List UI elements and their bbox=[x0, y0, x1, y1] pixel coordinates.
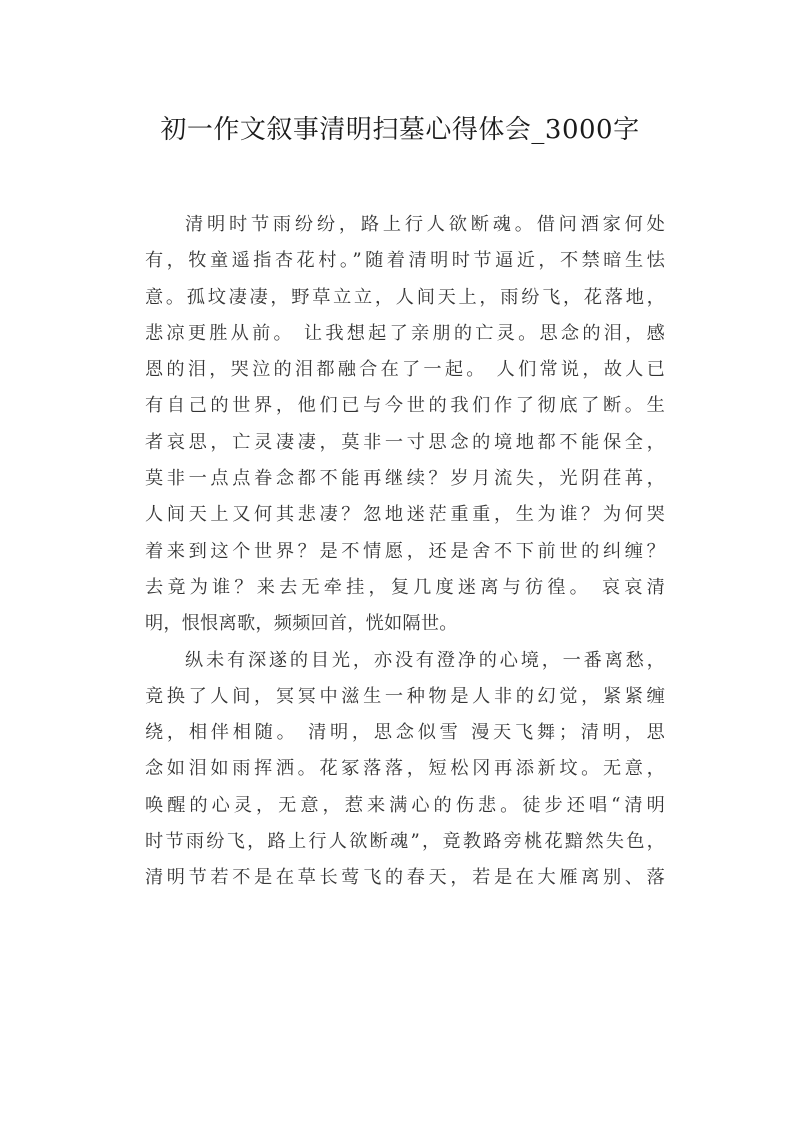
text-line: 唤醒的心灵，无意，惹来满心的伤悲。徒步还唱“清明 bbox=[145, 794, 665, 816]
text-line: 清明时节雨纷纷，路上行人欲断魂。借问酒家何处 bbox=[185, 214, 665, 235]
text-line: 意。孤坟凄凄，野草立立，人间天上，雨纷飞，花落地， bbox=[145, 286, 665, 308]
text-line: 念如泪如雨挥洒。花冢落落，短松冈再添新坟。无意， bbox=[145, 758, 665, 780]
text-line: 竟换了人间，冥冥中滋生一种物是人非的幻觉，紧紧缠 bbox=[145, 685, 665, 707]
text-line: 人间天上又何其悲凄？忽地迷茫重重，生为谁？为何哭 bbox=[145, 504, 665, 526]
text-line: 着来到这个世界？是不情愿，还是舍不下前世的纠缠？ bbox=[145, 540, 665, 562]
document-title: 初一作文叙事清明扫墓心得体会_3000字 bbox=[160, 115, 640, 145]
text-line: 悲凉更胜从前。 让我想起了亲朋的亡灵。思念的泪，感 bbox=[145, 322, 665, 344]
text-line: 去竟为谁？来去无牵挂，复几度迷离与彷徨。 哀哀清 bbox=[145, 576, 665, 598]
text-line: 明，恨恨离歌，频频回首，恍如隔世。 bbox=[145, 613, 458, 635]
text-line: 恩的泪，哭泣的泪都融合在了一起。 人们常说，故人已 bbox=[145, 359, 665, 381]
text-line: 时节雨纷飞，路上行人欲断魂”，竟教路旁桃花黯然失色， bbox=[145, 831, 665, 853]
text-line: 有，牧童遥指杏花村。”随着清明时节逼近，不禁暗生怯 bbox=[145, 250, 665, 272]
text-line: 清明节若不是在草长莺飞的春天，若是在大雁离别、落 bbox=[145, 867, 665, 889]
text-line: 莫非一点点眷念都不能再继续？岁月流失，光阴荏苒， bbox=[145, 468, 665, 490]
text-line: 有自己的世界，他们已与今世的我们作了彻底了断。生 bbox=[145, 395, 665, 417]
text-line: 绕，相伴相随。 清明，思念似雪 漫天飞舞；清明，思 bbox=[145, 722, 665, 744]
text-line: 纵未有深遂的目光，亦没有澄净的心境，一番离愁， bbox=[185, 649, 665, 671]
document-body bbox=[145, 207, 665, 897]
text-line: 者哀思，亡灵凄凄，莫非一寸思念的境地都不能保全， bbox=[145, 431, 665, 453]
